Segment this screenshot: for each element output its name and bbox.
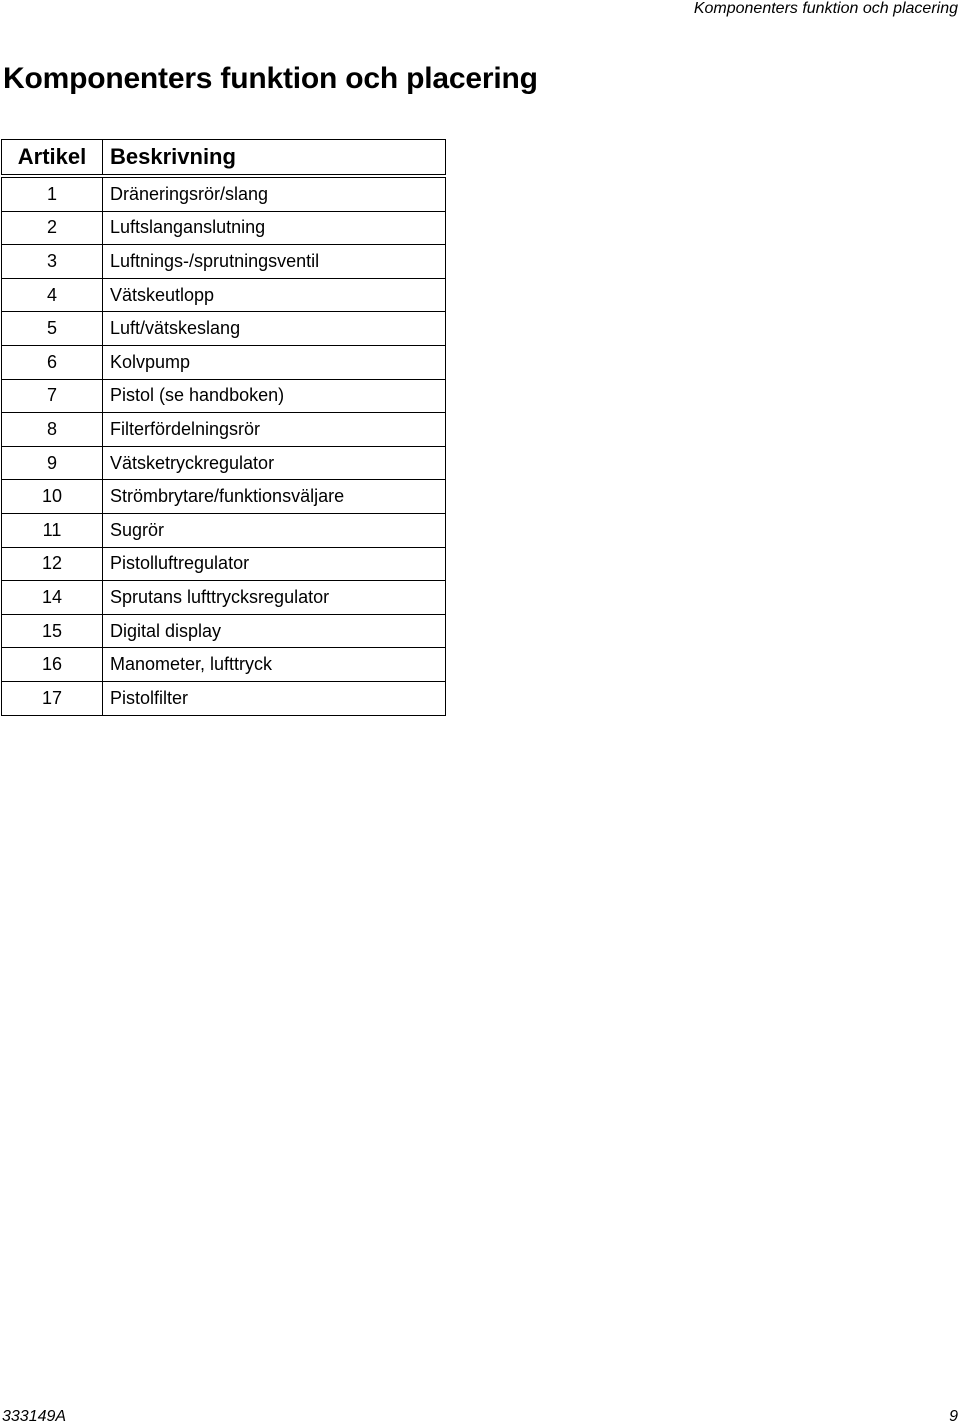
item-description: Filterfördelningsrör xyxy=(103,413,446,447)
item-description: Digital display xyxy=(103,614,446,648)
table-header-row xyxy=(2,140,446,177)
column-header-beskrivning: Beskrivning xyxy=(103,140,446,177)
page-number: 9 xyxy=(949,1408,958,1425)
table-row xyxy=(2,681,446,715)
item-number: 11 xyxy=(2,513,103,547)
item-description: Pistol (se handboken) xyxy=(103,379,446,413)
item-number: 14 xyxy=(2,581,103,615)
item-number: 17 xyxy=(2,681,103,715)
item-number: 15 xyxy=(2,614,103,648)
table-row xyxy=(2,648,446,682)
item-description: Luftnings-/sprutningsventil xyxy=(103,245,446,279)
item-number: 10 xyxy=(2,480,103,514)
item-description: Strömbrytare/funktionsväljare xyxy=(103,480,446,514)
item-number: 4 xyxy=(2,278,103,312)
table-row xyxy=(2,278,446,312)
table-row xyxy=(2,480,446,514)
table-row xyxy=(2,345,446,379)
item-number: 1 xyxy=(2,176,103,211)
item-description: Luftslanganslutning xyxy=(103,211,446,245)
table-row xyxy=(2,312,446,346)
item-number: 12 xyxy=(2,547,103,581)
table-row xyxy=(2,581,446,615)
running-header: Komponenters funktion och placering xyxy=(693,0,958,17)
table-row xyxy=(2,379,446,413)
page-title: Komponenters funktion och placering xyxy=(3,62,538,95)
item-number: 2 xyxy=(2,211,103,245)
item-description: Vätskeutlopp xyxy=(103,278,446,312)
table-row xyxy=(2,211,446,245)
table-row xyxy=(2,446,446,480)
item-number: 3 xyxy=(2,245,103,279)
item-number: 5 xyxy=(2,312,103,346)
column-header-artikel: Artikel xyxy=(2,140,103,177)
table-row xyxy=(2,614,446,648)
table-row xyxy=(2,413,446,447)
item-number: 6 xyxy=(2,345,103,379)
item-description: Manometer, lufttryck xyxy=(103,648,446,682)
item-description: Sugrör xyxy=(103,513,446,547)
parts-table xyxy=(1,139,446,716)
table-row xyxy=(2,176,446,211)
item-description: Kolvpump xyxy=(103,345,446,379)
table-row xyxy=(2,513,446,547)
item-description: Pistolluftregulator xyxy=(103,547,446,581)
item-number: 7 xyxy=(2,379,103,413)
table-row xyxy=(2,245,446,279)
item-description: Dräneringsrör/slang xyxy=(103,176,446,211)
document-number: 333149A xyxy=(2,1408,67,1425)
item-number: 9 xyxy=(2,446,103,480)
table-body xyxy=(2,176,446,715)
item-description: Vätsketryckregulator xyxy=(103,446,446,480)
item-description: Luft/vätskeslang xyxy=(103,312,446,346)
table-header xyxy=(2,140,446,177)
item-description: Pistolfilter xyxy=(103,681,446,715)
table-row xyxy=(2,547,446,581)
item-number: 16 xyxy=(2,648,103,682)
item-description: Sprutans lufttrycksregulator xyxy=(103,581,446,615)
item-number: 8 xyxy=(2,413,103,447)
